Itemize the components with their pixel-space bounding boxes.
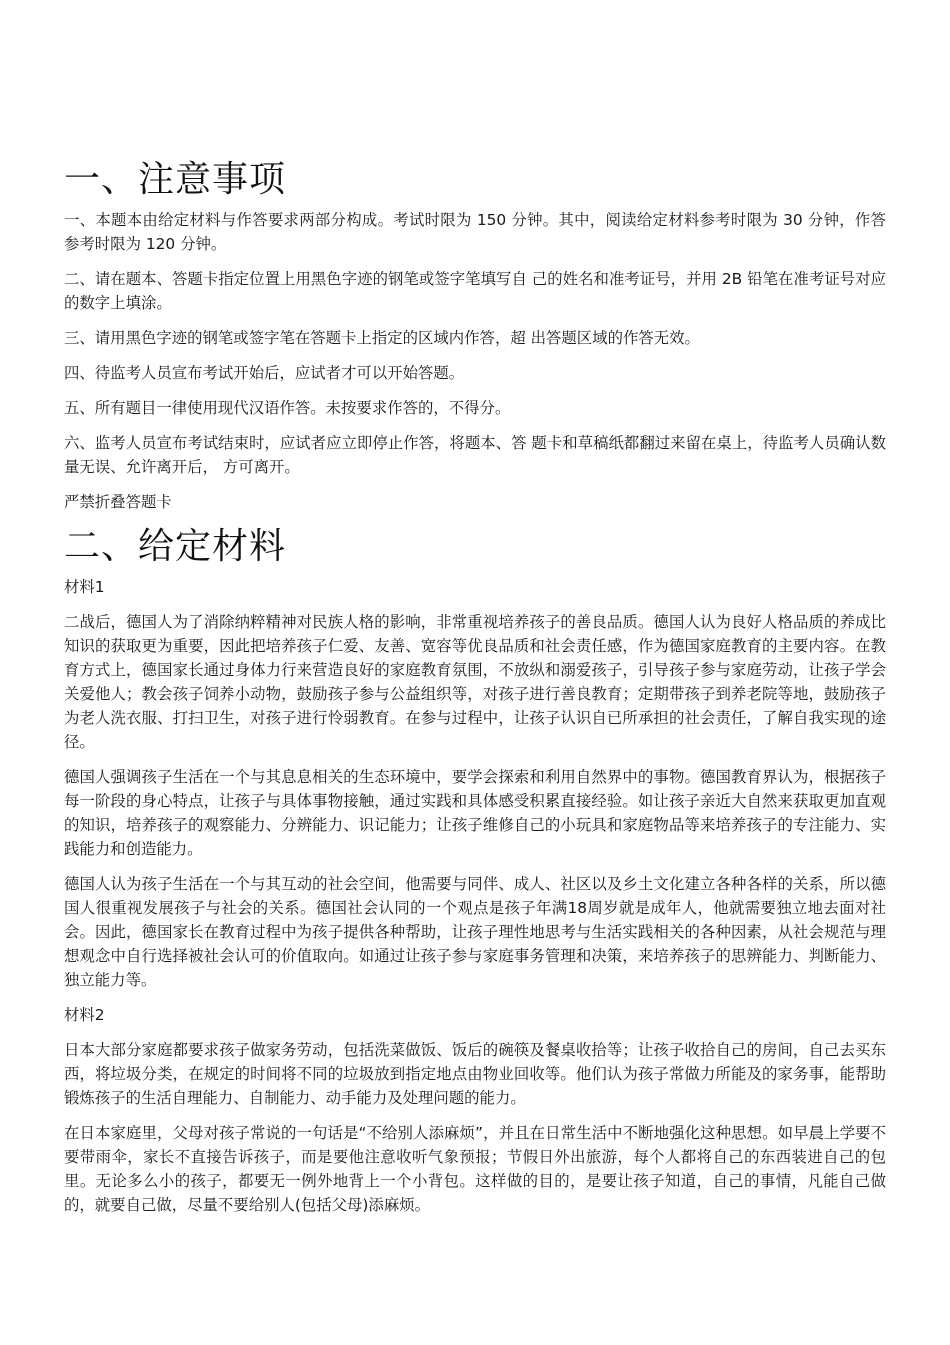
notice-note: 严禁折叠答题卡 bbox=[64, 493, 172, 511]
material-2-label: 材料2 bbox=[64, 1006, 105, 1024]
notice-item-3: 三、请用黑色字迹的钢笔或签字笔在答题卡上指定的区域内作答，超 出答题区域的作答无效。 bbox=[64, 329, 700, 347]
notice-item-4: 四、待监考人员宣布考试开始后，应试者才可以开始答题。 bbox=[64, 364, 465, 382]
notice-item-1: 一、本题本由给定材料与作答要求两部分构成。考试时限为 150 分钟。其中，阅读给定材料参考时限为 30 分钟，作答参考时限为 120 分钟。 bbox=[64, 211, 886, 253]
material-2-paragraph-2: 在日本家庭里，父母对孩子常说的一句话是“不给别人添麻烦”，并且在日常生活中不断地强化这种思想。如早晨上学要不要带雨伞，家长不直接告诉孩子，而是要他注意收听气象预报；节假日外出旅游，每个人都将自己的东西装进自己的包里。无论多么小的孩子，都要无一例外地背上一个小背包。这样做的目的，是要让孩子知道，自己的事情，凡能自己做的，就要自己做，尽量不要给别人(包括父母)添麻烦。 bbox=[64, 1124, 886, 1214]
section-heading-notice: 一、注意事项 bbox=[64, 159, 287, 200]
notice-item-6: 六、监考人员宣布考试结束时，应试者应立即停止作答，将题本、答 题卡和草稿纸都翻过来留在桌上，待监考人员确认数量无误、允许离开后， 方可离开。 bbox=[64, 434, 886, 476]
material-1-paragraph-2: 德国人强调孩子生活在一个与其息息相关的生态环境中，要学会探索和利用自然界中的事物。德国教育界认为，根据孩子每一阶段的身心特点，让孩子与具体事物接触，通过实践和具体感受积累直接经验。如让孩子亲近大自然来获取更加直观的知识，培养孩子的观察能力、分辨能力、识记能力；让孩子维修自己的小玩具和家庭物品等来培养孩子的专注能力、实践能力和创造能力。 bbox=[64, 768, 886, 858]
material-2-paragraph-1: 日本大部分家庭都要求孩子做家务劳动，包括洗菜做饭、饭后的碗筷及餐桌收拾等；让孩子收拾自己的房间，自己去买东西，将垃圾分类，在规定的时间将不同的垃圾放到指定地点由物业回收等。他们认为孩子常做力所能及的家务事，能帮助锻炼孩子的生活自理能力、自制能力、动手能力及处理问题的能力。 bbox=[64, 1041, 886, 1107]
notice-section bbox=[64, 158, 886, 514]
notice-item-2: 二、请在题本、答题卡指定位置上用黑色字迹的钢笔或签字笔填写自 己的姓名和准考证号，并用 2B 铅笔在准考证号对应的数字上填涂。 bbox=[64, 270, 886, 312]
material-1-paragraph-1: 二战后，德国人为了消除纳粹精神对民族人格的影响，非常重视培养孩子的善良品质。德国人认为良好人格品质的养成比知识的获取更为重要，因此把培养孩子仁爱、友善、宽容等优良品质和社会责任感，作为德国家庭教育的主要内容。在教育方式上，德国家长通过身体力行来营造良好的家庭教育氛围，不放纵和溺爱孩子，引导孩子参与家庭劳动，让孩子学会关爱他人；教会孩子饲养小动物，鼓励孩子参与公益组织等，对孩子进行善良教育；定期带孩子到养老院等地，鼓励孩子为老人洗衣服、打扫卫生，对孩子进行怜弱教育。在参与过程中，让孩子认识自已所承担的社会责任，了解自我实现的途径。 bbox=[64, 613, 886, 751]
section-heading-materials: 二、给定材料 bbox=[64, 526, 287, 567]
material-1-label: 材料1 bbox=[64, 578, 105, 596]
document-page bbox=[64, 158, 886, 1228]
notice-item-5: 五、所有题目一律使用现代汉语作答。未按要求作答的，不得分。 bbox=[64, 399, 511, 417]
materials-section bbox=[64, 525, 886, 1217]
material-1-paragraph-3: 德国人认为孩子生活在一个与其互动的社会空间，他需要与同伴、成人、社区以及乡土文化建立各种各样的关系，所以德国人很重视发展孩子与社会的关系。德国社会认同的一个观点是孩子年满18周岁就是成年人，他就需要独立地去面对社会。因此，德国家长在教育过程中为孩子提供各种帮助，让孩子理性地思考与生活实践相关的各种因素，从社会规范与理想观念中自行选择被社会认可的价值取向。如通过让孩子参与家庭事务管理和决策，来培养孩子的思辨能力、判断能力、独立能力等。 bbox=[64, 875, 886, 989]
